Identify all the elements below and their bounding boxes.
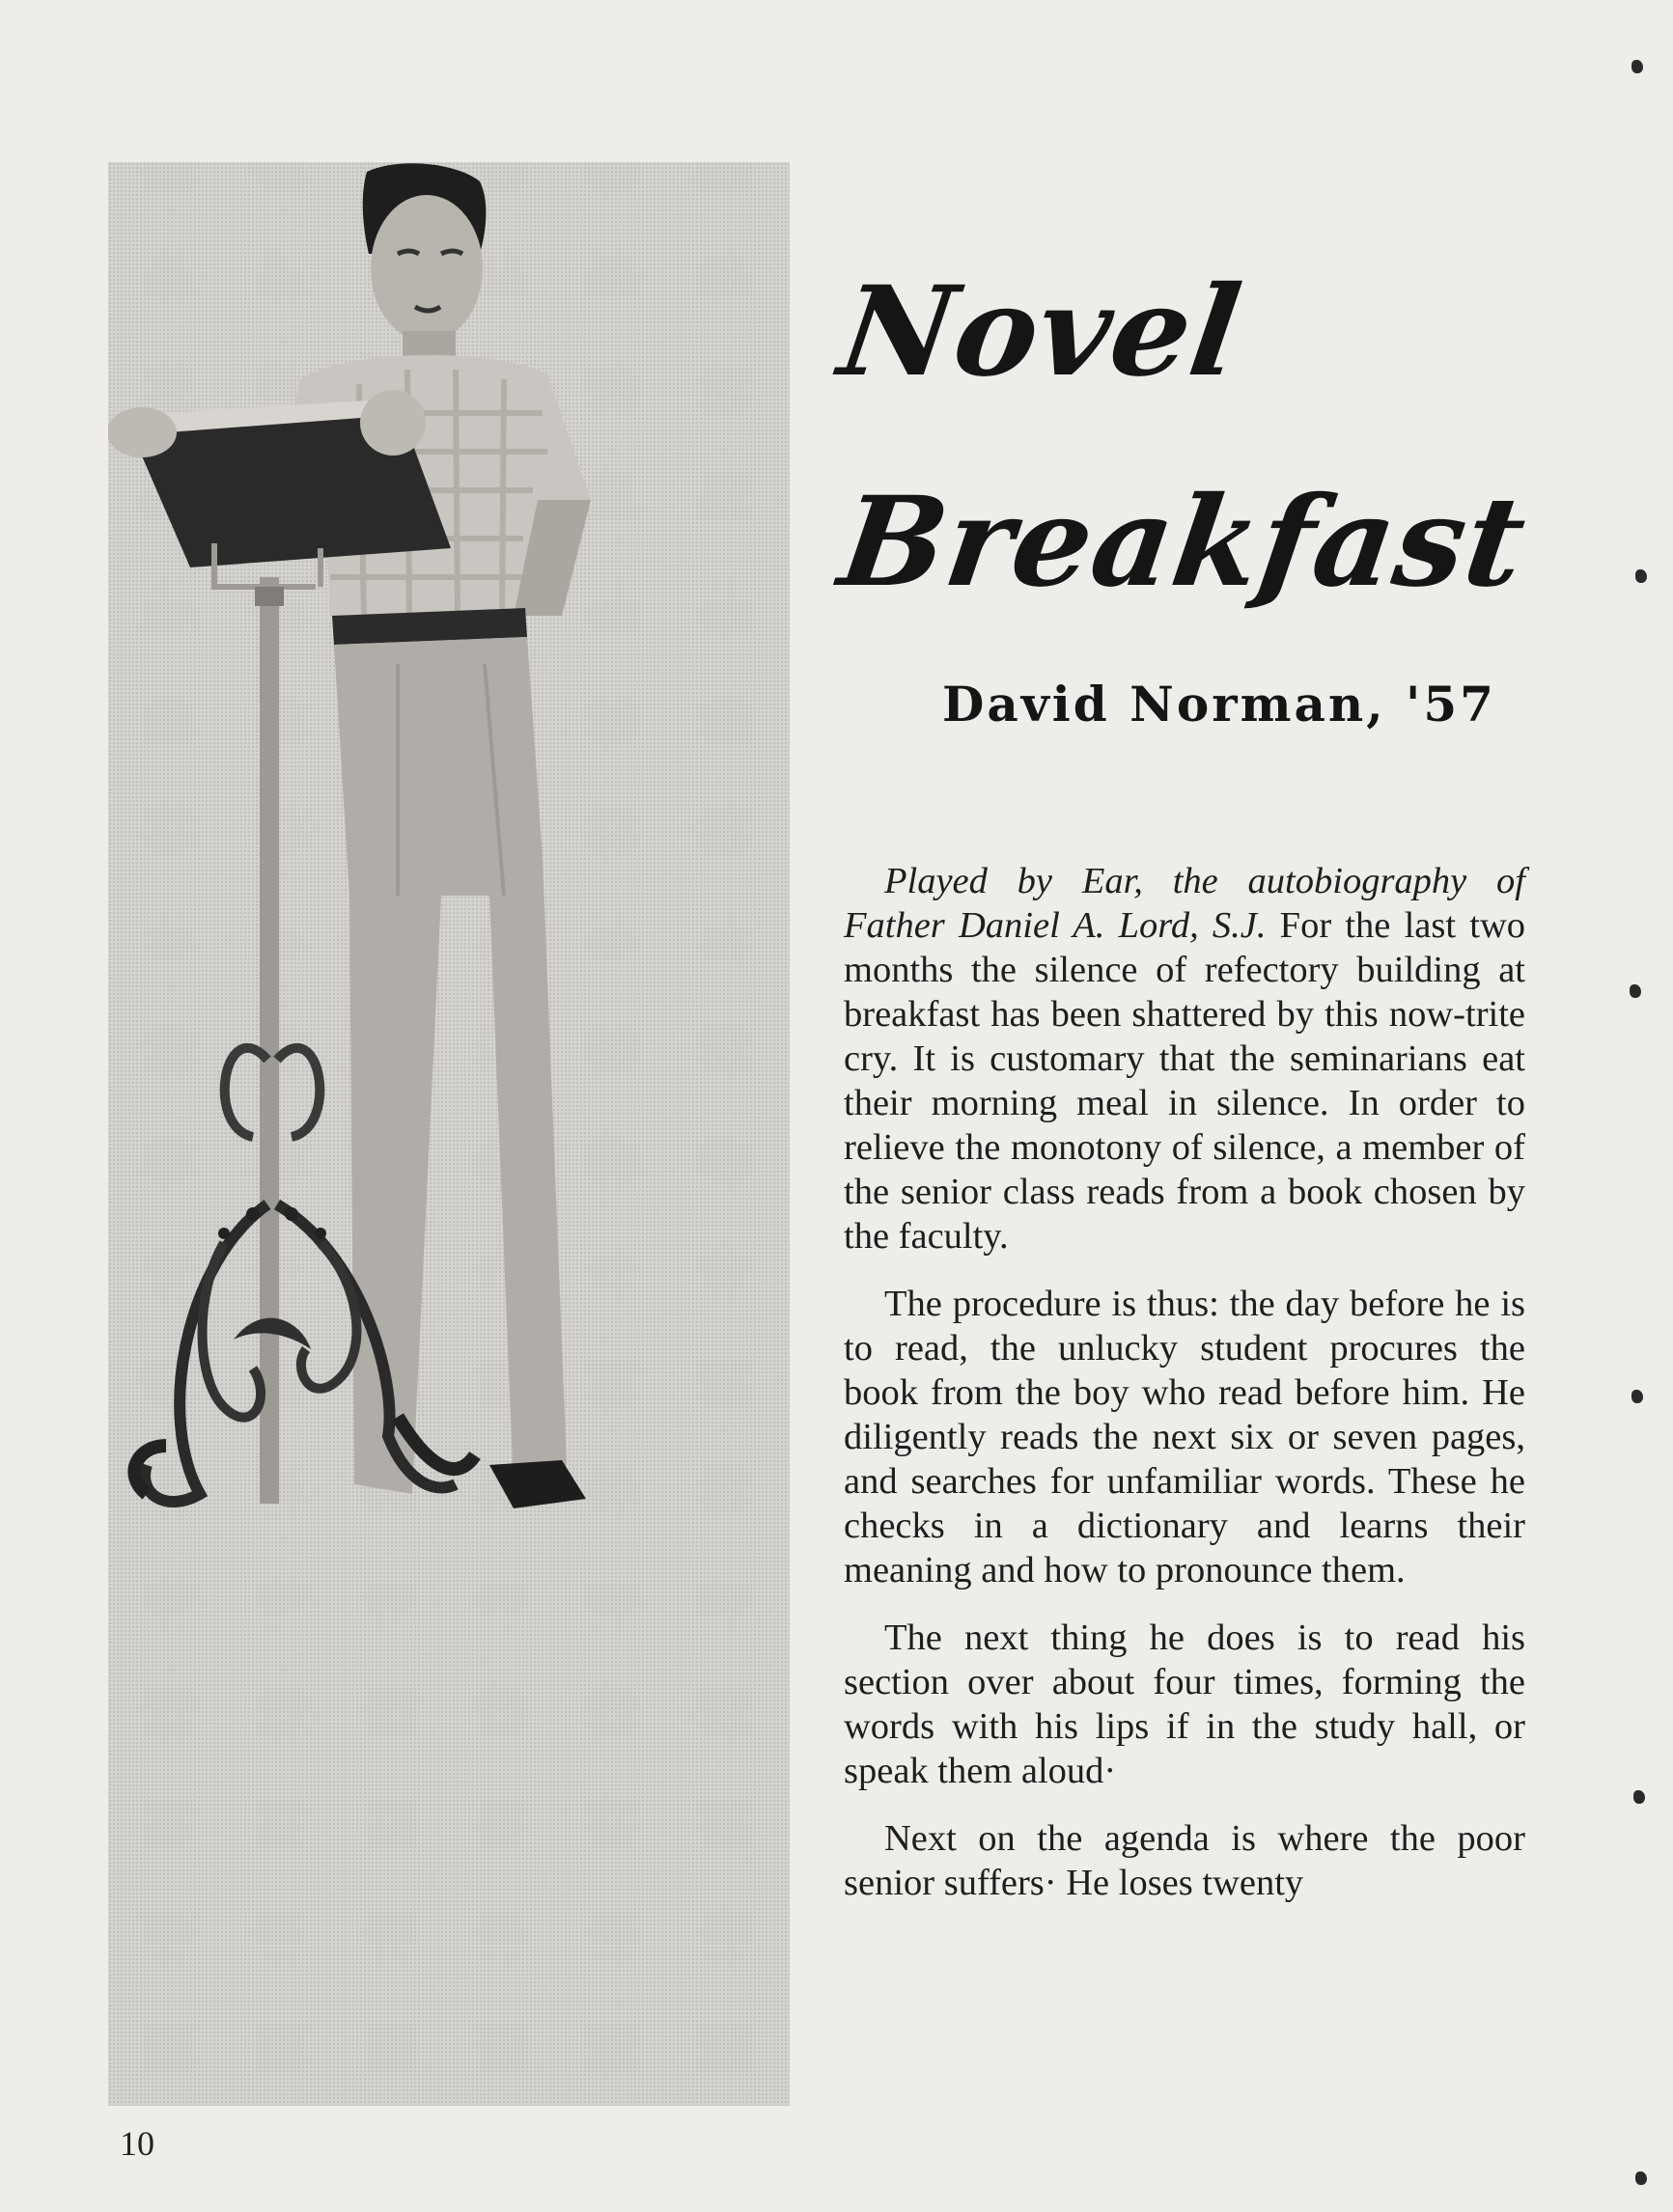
article-title-line-1: Novel	[831, 260, 1250, 404]
paragraph-2: The procedure is thus: the day before he is to read, the unlucky student procures the book from the boy who read before him. He diligently reads the next six or seven pages, and searches for unfamiliar words. These he checks in a dictionary and learns their meaning and how to pronounce them.	[844, 1284, 1525, 1590]
paragraph-1-text: For the last two months the silence of refectory building at breakfast has been shattered by this now-trite cry. It is customary that the seminarians eat their morning meal in silence. In order to relieve the monotony of silence, a member of the senior class reads from a book chosen by the faculty.	[844, 905, 1525, 1257]
binding-mark	[1631, 1390, 1643, 1403]
binding-mark	[1631, 60, 1643, 73]
paragraph-3: The next thing he does is to read his section over about four times, forming the words with his lips if in the study hall, or speak them aloud·	[844, 1618, 1525, 1791]
photo-student-at-lectern	[108, 162, 790, 2106]
paragraph-4: Next on the agenda is where the poor senior suffers· He loses twenty	[844, 1818, 1525, 1903]
binding-mark	[1635, 569, 1647, 583]
binding-mark	[1630, 984, 1641, 998]
paragraph-1	[844, 859, 1525, 1258]
binding-mark	[1635, 2171, 1647, 2185]
binding-mark	[1633, 1790, 1645, 1804]
book-title-italic: Played by Ear, the autobiography of Father Daniel A. Lord, S.J.	[844, 861, 1525, 946]
page-number: 10	[120, 2124, 154, 2163]
photo-illustration	[108, 162, 790, 2106]
author-byline: David Norman, '57	[942, 676, 1496, 733]
article-body	[844, 859, 1525, 1928]
article-title-line-2: Breakfast	[831, 470, 1535, 615]
